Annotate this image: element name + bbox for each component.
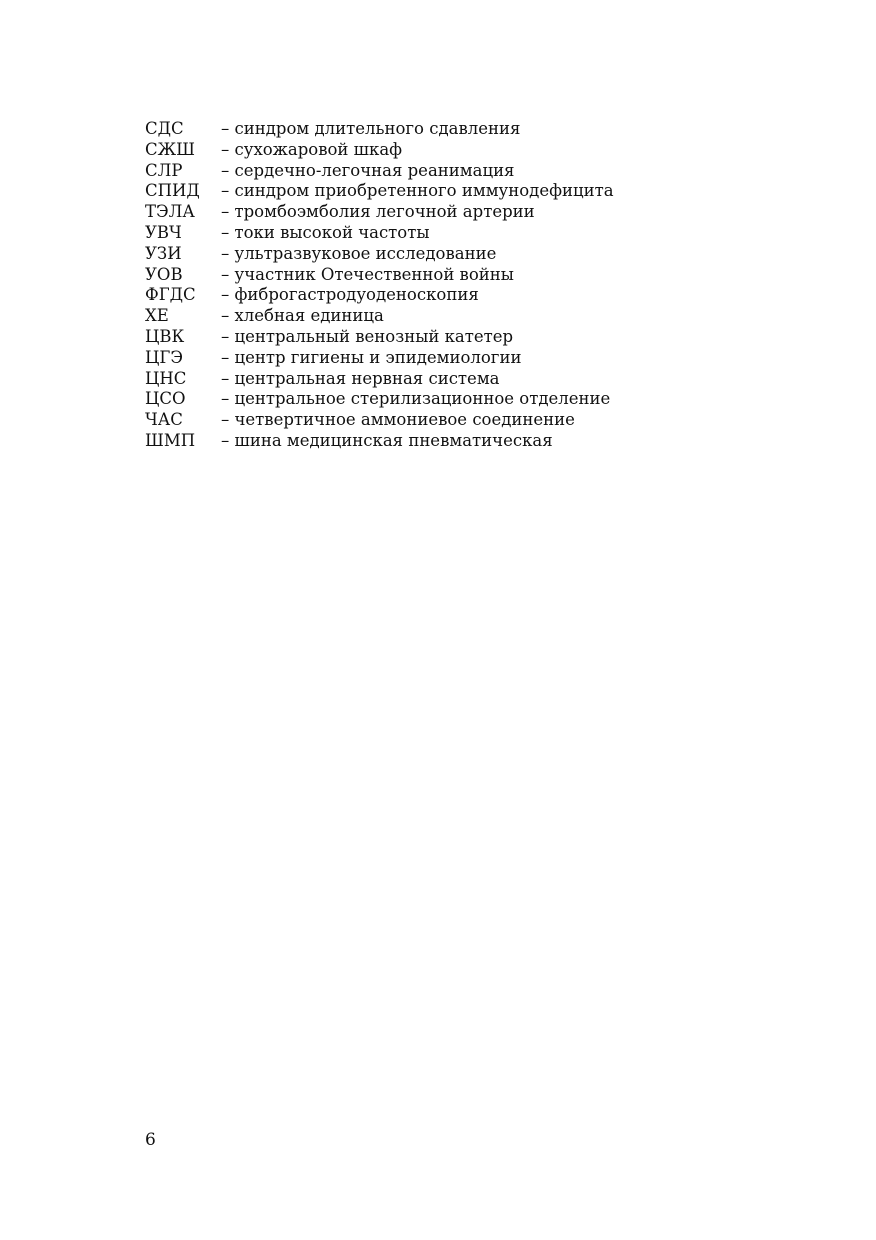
abbreviation-definition: – синдром длительного сдавления <box>221 119 521 138</box>
abbreviation-definition: – хлебная единица <box>221 306 384 326</box>
abbreviation-list <box>145 119 614 452</box>
abbreviation-row <box>145 431 614 452</box>
abbreviation-definition: – сухожаровой шкаф <box>221 139 403 159</box>
abbreviation-row <box>145 348 614 369</box>
abbreviation-definition: – центральная нервная система <box>221 368 500 388</box>
abbreviation-definition: – шина медицинская пневматическая <box>221 430 553 450</box>
abbreviation-definition: – участник Отечественной войны <box>221 264 514 284</box>
abbreviation-term: СДС <box>145 119 184 138</box>
abbreviation-row <box>145 327 614 348</box>
abbreviation-row <box>145 285 614 306</box>
page-number: 6 <box>145 1130 156 1150</box>
abbreviation-term: ЦСО <box>145 389 186 409</box>
abbreviation-row <box>145 140 614 161</box>
abbreviation-row <box>145 181 614 202</box>
abbreviation-definition: – токи высокой частоты <box>221 222 430 242</box>
abbreviation-term: СЖШ <box>145 139 195 159</box>
abbreviation-term: УОВ <box>145 264 183 284</box>
abbreviation-definition: – центр гигиены и эпидемиологии <box>221 347 522 367</box>
abbreviation-row <box>145 202 614 223</box>
abbreviation-term: УВЧ <box>145 222 182 242</box>
abbreviation-term: ФГДС <box>145 285 196 305</box>
abbreviation-term: ЧАС <box>145 410 183 430</box>
abbreviation-definition: – четвертичное аммониевое соединение <box>221 410 575 430</box>
abbreviation-definition: – тромбоэмболия легочной артерии <box>221 202 535 222</box>
abbreviation-row <box>145 369 614 390</box>
abbreviation-term: СПИД <box>145 181 200 201</box>
abbreviation-definition: – фиброгастродуоденоскопия <box>221 285 479 305</box>
abbreviation-definition: – синдром приобретенного иммунодефицита <box>221 181 614 201</box>
abbreviation-row <box>145 389 614 410</box>
abbreviation-definition: – центральный венозный катетер <box>221 326 514 346</box>
abbreviation-term: СЛР <box>145 160 183 180</box>
abbreviation-row <box>145 306 614 327</box>
abbreviation-row <box>145 410 614 431</box>
abbreviation-term: ХЕ <box>145 306 169 326</box>
abbreviation-row <box>145 161 614 182</box>
abbreviation-term: ТЭЛА <box>145 202 195 222</box>
abbreviation-term: ЦГЭ <box>145 347 183 367</box>
abbreviation-row <box>145 223 614 244</box>
abbreviation-term: УЗИ <box>145 243 182 263</box>
abbreviation-term: ЦВК <box>145 326 185 346</box>
abbreviation-term: ЦНС <box>145 368 187 388</box>
abbreviation-definition: – центральное стерилизационное отделение <box>221 389 611 409</box>
abbreviation-row <box>145 119 614 140</box>
abbreviation-row <box>145 265 614 286</box>
abbreviation-definition: – сердечно-легочная реанимация <box>221 160 515 180</box>
abbreviation-definition: – ультразвуковое исследование <box>221 243 497 263</box>
abbreviation-row <box>145 244 614 265</box>
abbreviation-term: ШМП <box>145 430 196 450</box>
